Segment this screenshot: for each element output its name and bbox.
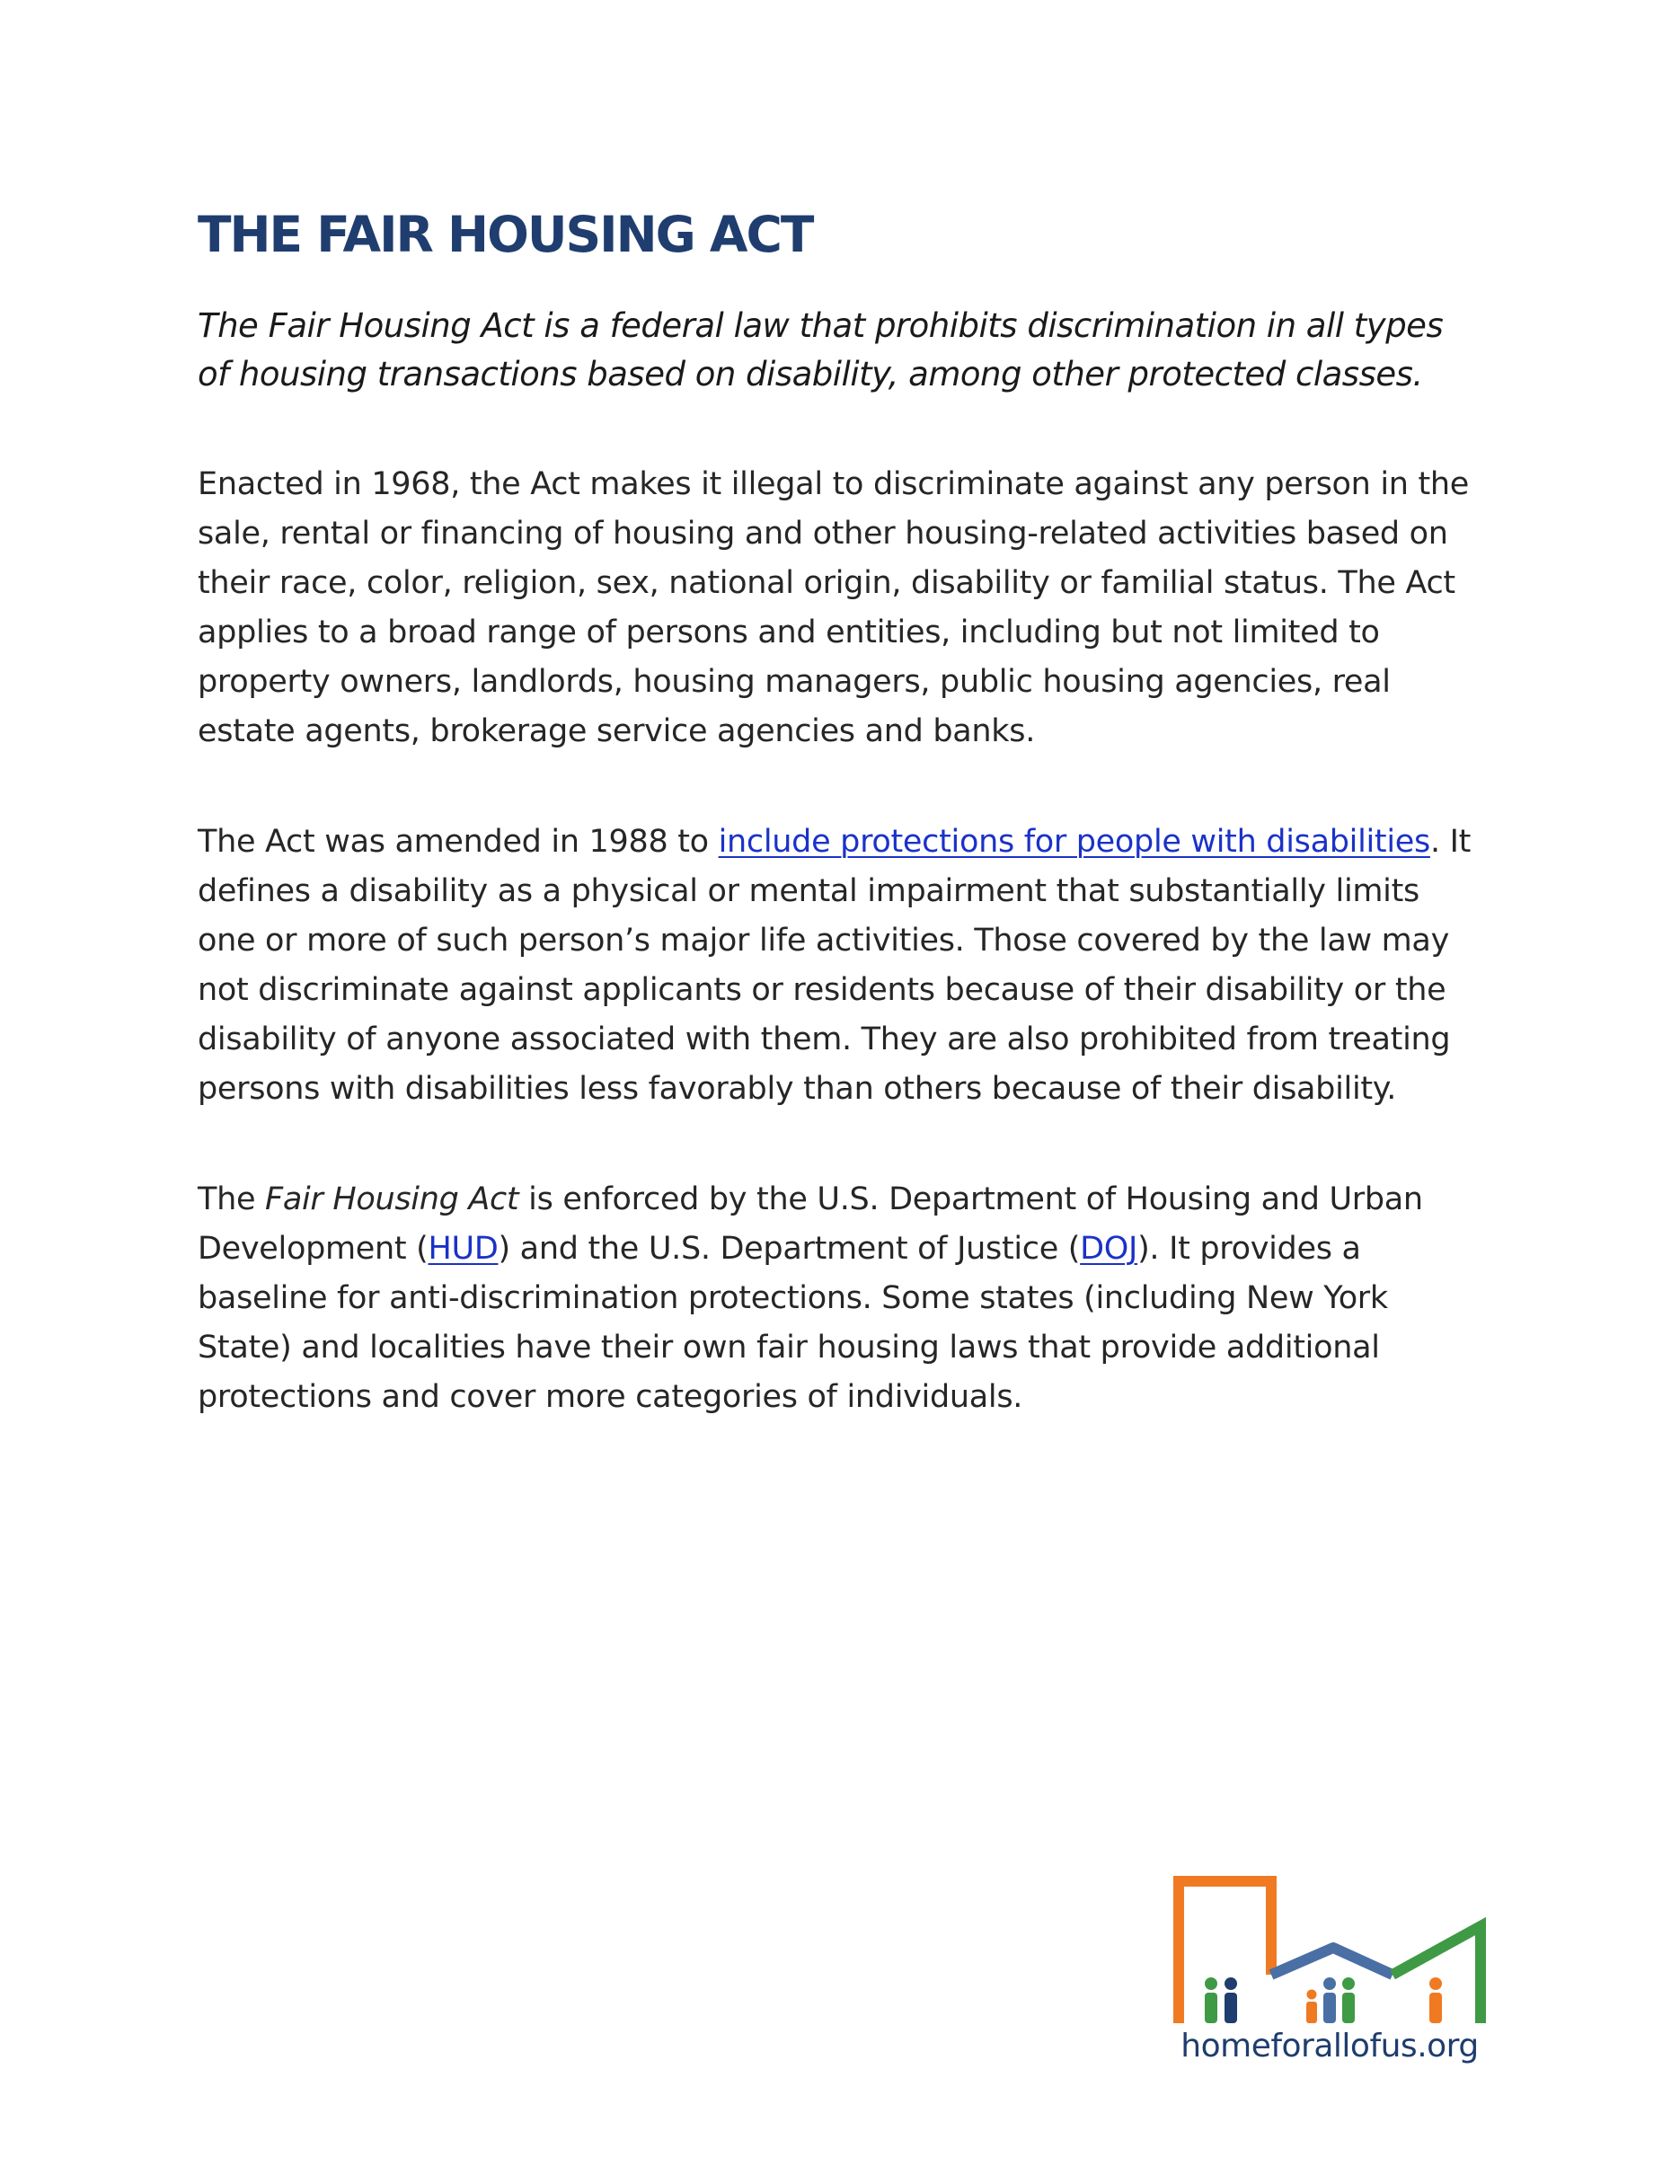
logo-people-middle <box>1306 1977 1355 2023</box>
paragraph-amended <box>198 818 1473 1114</box>
paragraph-enforced-part3: ) and the U.S. Department of Justice ( <box>498 1231 1081 1267</box>
document-body <box>198 203 1473 1422</box>
disability-protections-link[interactable]: include protections for people with disabilities <box>718 824 1430 860</box>
logo-person-right <box>1429 1977 1442 2023</box>
logo-graphic <box>1168 1869 1491 2026</box>
logo-blue-roofline <box>1271 1948 1393 1975</box>
doj-link[interactable]: DOJ <box>1080 1231 1138 1267</box>
logo-website-text: homeforallofus.org <box>1180 2028 1479 2065</box>
hud-link[interactable]: HUD <box>428 1231 499 1267</box>
act-name-emphasis: Fair Housing Act <box>265 1181 519 1217</box>
paragraph-enacted: Enacted in 1968, the Act makes it illegal to discriminate against any person in the sale, rental or financing of housing and other housing-related activities based on their race, color, religion, sex, national origin, disability or familial status. The Act applies to a broad range of persons and entities, including but not limited to property owners, landlords, housing managers, public housing agencies, real estate agents, brokerage service agencies and banks. <box>198 466 1470 749</box>
paragraph-amended-after: . It defines a disability as a physical or mental impairment that substantially limits one or more of such person’s major life activities. Those covered by the law may not discriminate against applicants or residents because of their disability or the disability of anyone associated with them. They are also prohibited from treating persons with disabilities less favorably than others because of their disability. <box>198 824 1472 1107</box>
paragraph-enforced <box>198 1175 1473 1422</box>
paragraph-enforced-part1: The <box>198 1181 266 1217</box>
intro-paragraph: The Fair Housing Act is a federal law that prohibits discrimination in all types of housing transactions based on disability, among other protected classes. <box>198 306 1444 393</box>
page-title: THE FAIR HOUSING ACT <box>198 206 813 263</box>
paragraph-enforced-part2: is enforced by the U.S. Department of Housing and Urban Development ( <box>198 1181 1423 1267</box>
paragraph-enforced-part4: ). It provides a baseline for anti-discrimination protections. Some states (including New York State) and localities have their own fair housing laws that provide additional protections and cover more categories of individuals. <box>198 1231 1388 1415</box>
logo-people-left <box>1205 1977 1237 2023</box>
paragraph-amended-before: The Act was amended in 1988 to <box>198 824 719 860</box>
